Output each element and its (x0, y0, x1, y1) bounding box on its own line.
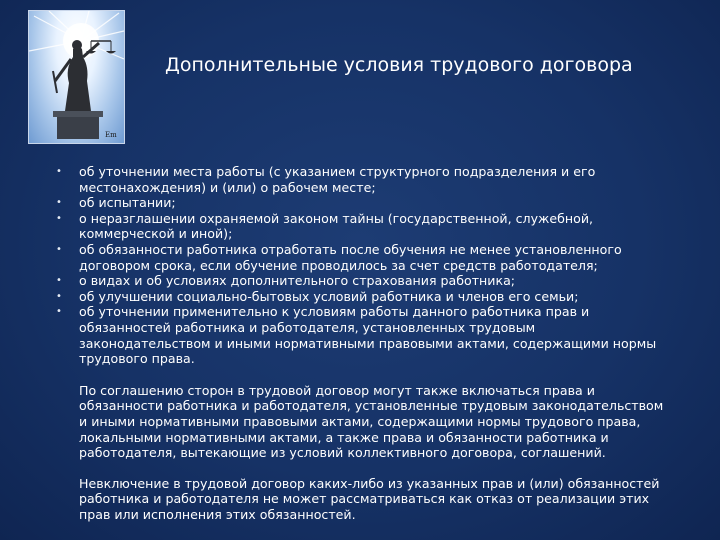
list-item-text: об уточнении места работы (с указанием структурного подразделения и его местонахождения) и (или) о рабочем месте; (79, 164, 596, 195)
bullet-icon: • (56, 243, 62, 255)
bullet-icon: • (56, 275, 62, 287)
slide-body (56, 164, 666, 522)
bullet-list (56, 164, 666, 367)
list-item-text: об обязанности работника отработать после обучения не менее установленного договором срока, если обучение проводилось за счет средств работодателя; (79, 241, 622, 273)
bullet-icon: • (56, 197, 62, 209)
paragraph-additional-rights: По соглашению сторон в трудовой договор могут также включаться права и обязанности работника и работодателя, установленные трудовым законодательством и иными нормативными правовыми актами, содержащими нормы трудового права, локальными нормативными актами, а также права и обязанности работника и работодателя, вытекающие из условий коллективного договора, соглашений. (79, 382, 664, 461)
list-item (56, 195, 666, 211)
list-item (56, 289, 666, 305)
logo-signature: Em (105, 131, 117, 139)
slide-title: Дополнительные условия трудового договора (165, 54, 633, 76)
paragraph-non-inclusion: Невключение в трудовой договор каких-либо из указанных прав и (или) обязанностей работника и работодателя не может рассматриваться как отказ от реализации этих прав или исполнения этих обязанностей. (79, 475, 660, 522)
bullet-icon: • (56, 166, 62, 177)
list-item-text: об улучшении социально-бытовых условий работника и членов его семьи; (79, 288, 579, 304)
list-item-text: о неразглашении охраняемой законом тайны (государственной, служебной, коммерческой и иной); (79, 210, 594, 242)
list-item (56, 304, 666, 366)
list-item (56, 211, 666, 242)
list-item-text: о видах и об условиях дополнительного страхования работника; (79, 273, 516, 289)
list-item-text: об уточнении применительно к условиям работы данного работника прав и обязанностей работника и работодателя, установленных трудовым законодательством и иными нормативными правовыми актами, содержащими нормы трудового права. (79, 304, 657, 367)
bullet-icon: • (56, 290, 62, 302)
bullet-icon: • (56, 212, 62, 224)
themis-statue-icon (28, 10, 125, 144)
list-item (56, 242, 666, 273)
list-item (56, 164, 666, 195)
list-item-text: об испытании; (79, 195, 176, 211)
bullet-icon: • (56, 306, 62, 318)
list-item (56, 273, 666, 289)
